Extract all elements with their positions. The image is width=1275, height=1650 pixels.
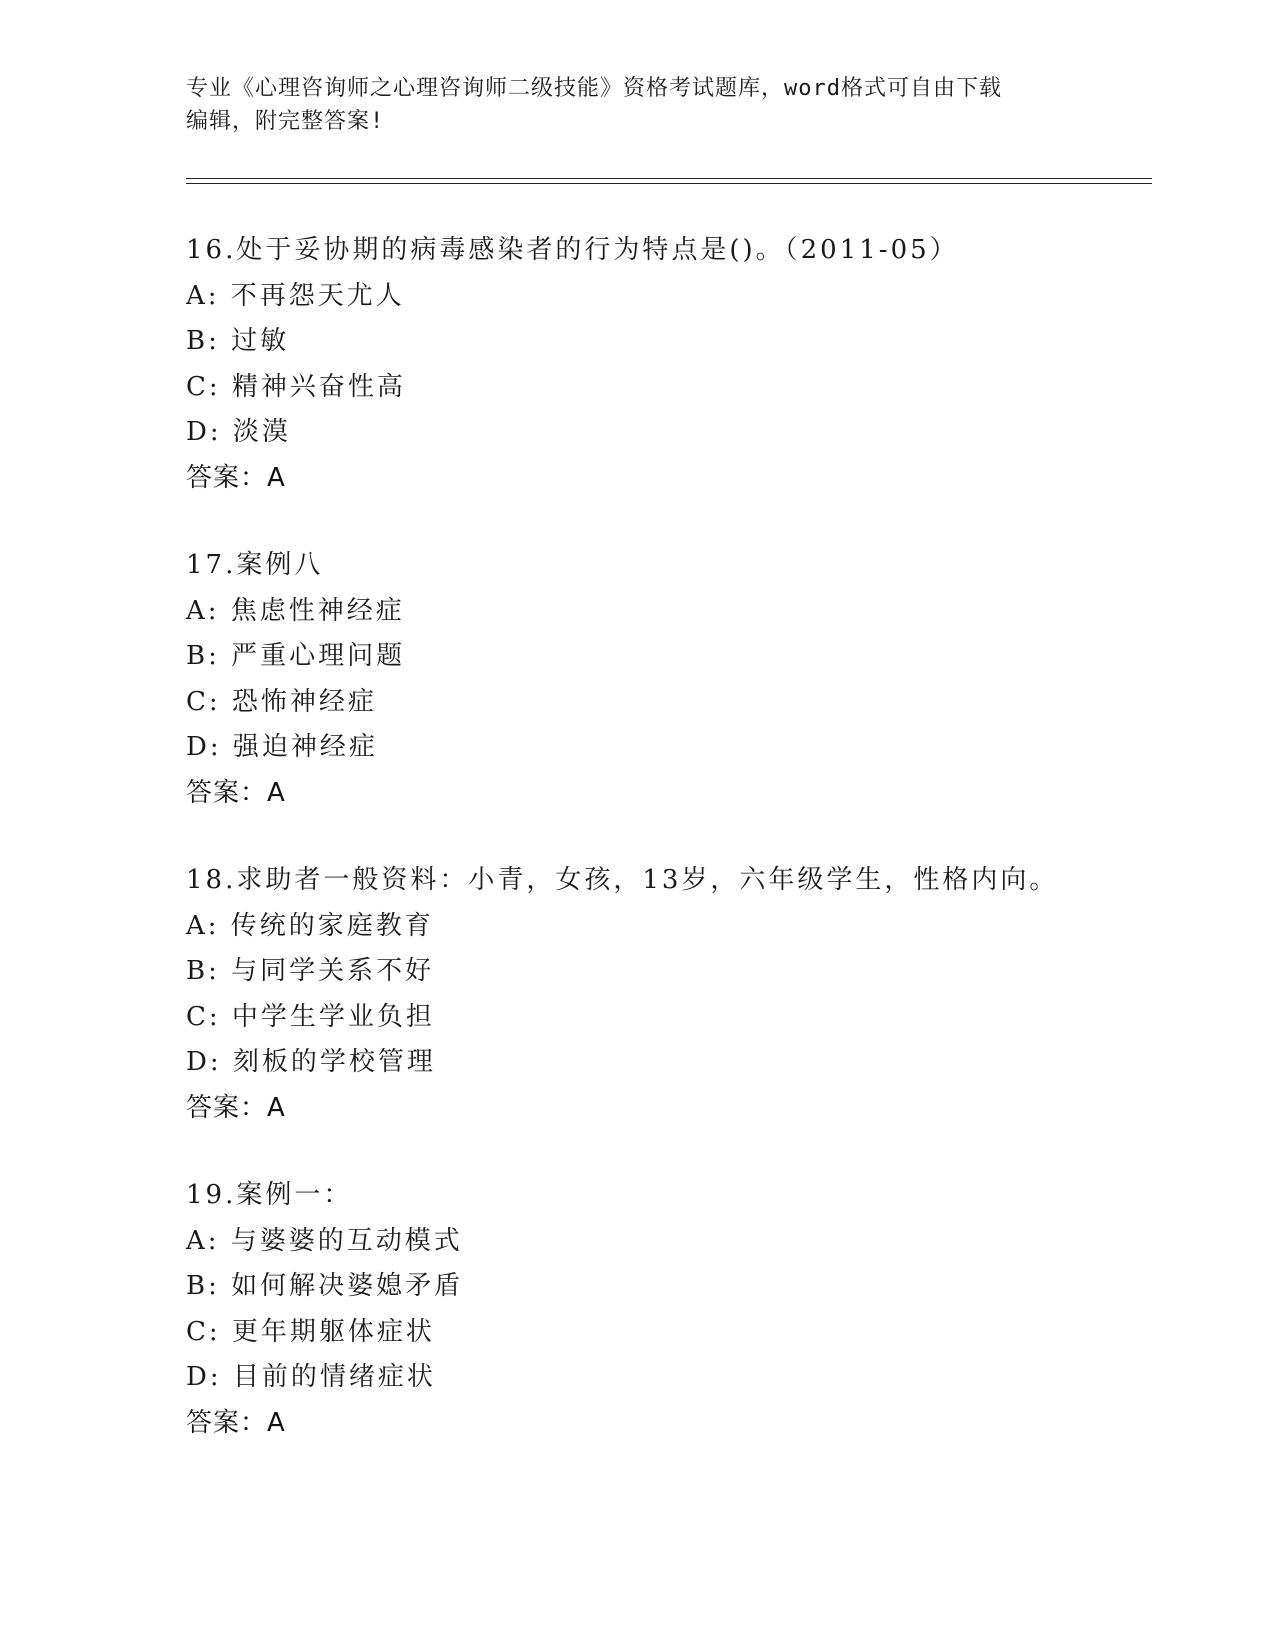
option-b: B: 过敏 [186, 326, 290, 356]
option-d: D: 刻板的学校管理 [186, 1047, 436, 1077]
question-19 [186, 1173, 1146, 1446]
question-stem: 19.案例一： [186, 1180, 353, 1210]
option-d: D: 目前的情绪症状 [186, 1362, 436, 1392]
option-d: D: 淡漠 [186, 417, 291, 447]
question-16 [186, 228, 1146, 501]
option-c: C: 更年期躯体症状 [186, 1316, 435, 1347]
question-18 [186, 858, 1146, 1131]
question-17 [186, 543, 1146, 816]
option-a: A: 焦虑性神经症 [186, 595, 405, 626]
answer: 答案：A [186, 777, 286, 808]
option-d: D: 强迫神经症 [186, 732, 378, 762]
answer: 答案：A [186, 1092, 286, 1123]
option-b: B: 如何解决婆媳矛盾 [186, 1271, 464, 1301]
option-b: B: 严重心理问题 [186, 641, 406, 671]
document-header [186, 72, 1066, 138]
header-line-1: 专业《心理咨询师之心理咨询师二级技能》资格考试题库，word格式可自由下载 [186, 76, 1002, 101]
header-line-2: 编辑，附完整答案! [186, 109, 385, 134]
question-stem: 17.案例八 [186, 550, 324, 580]
question-stem: 16.处于妥协期的病毒感染者的行为特点是()。（2011-05） [186, 235, 959, 265]
question-stem: 18.求助者一般资料：小青，女孩，13岁，六年级学生，性格内向。 [186, 865, 1059, 895]
option-b: B: 与同学关系不好 [186, 956, 435, 986]
option-a: A: 传统的家庭教育 [186, 910, 434, 941]
option-a: A: 与婆婆的互动模式 [186, 1225, 463, 1256]
option-c: C: 中学生学业负担 [186, 1001, 435, 1032]
header-divider-top [186, 178, 1152, 179]
answer: 答案：A [186, 462, 286, 493]
answer: 答案：A [186, 1407, 286, 1438]
option-c: C: 恐怖神经症 [186, 686, 377, 717]
option-c: C: 精神兴奋性高 [186, 371, 406, 402]
header-divider-bottom [186, 183, 1152, 184]
option-a: A: 不再怨天尤人 [186, 280, 405, 311]
